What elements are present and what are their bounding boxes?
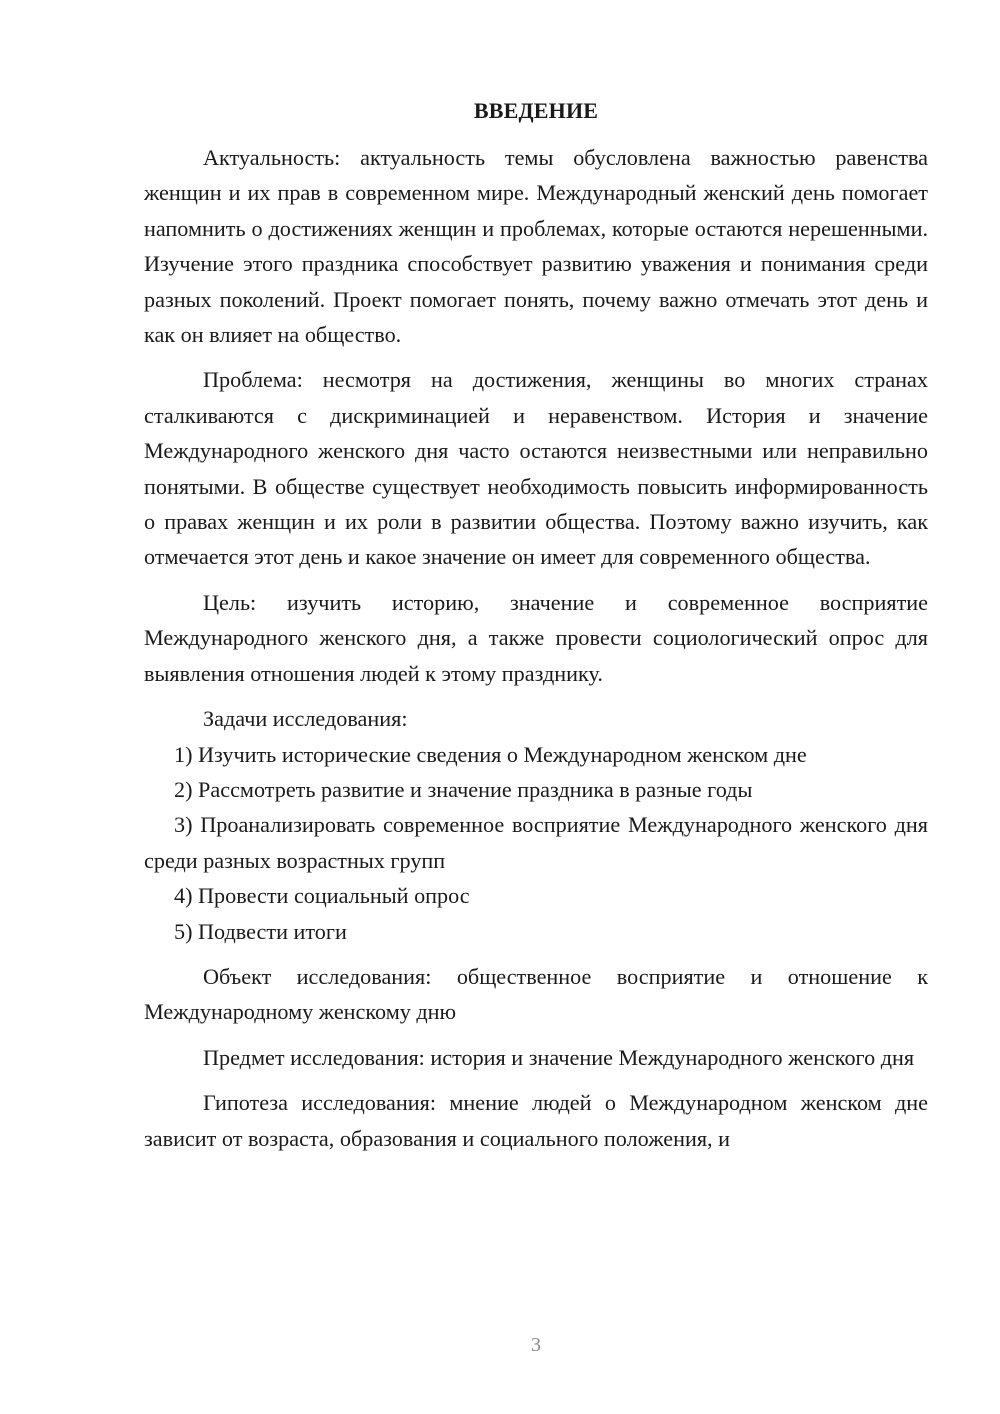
task-item-1: 1) Изучить исторические сведения о Международном женском дне — [174, 741, 807, 767]
problem-paragraph: Проблема: несмотря на достижения, женщины во многих странах сталкиваются с дискриминацией и неравенством. История и значение Международного женского дня часто остаются неизвестными или неправильно понятыми. В обществе существует необходимость повысить информированность о правах женщин и их роли в развитии общества. Поэтому важно изучить, как отмечается этот день и какое значение он имеет для современного общества. — [144, 367, 928, 570]
relevance-paragraph: Актуальность: актуальность темы обусловлена важностью равенства женщин и их прав в современном мире. Международный женский день помогает напомнить о достижениях женщин и проблемах, которые остаются нерешенными. Изучение этого праздника способствует развитию уважения и понимания среди разных поколений. Проект помогает понять, почему важно отмечать этот день и как он влияет на общество. — [144, 145, 928, 348]
tasks-heading: Задачи исследования: — [203, 706, 408, 732]
goal-paragraph: Цель: изучить историю, значение и современное восприятие Международного женского дня, а также провести социологический опрос для выявления отношения людей к этому празднику. — [144, 589, 928, 686]
task-item-2: 2) Рассмотреть развитие и значение праздника в разные годы — [174, 776, 753, 802]
hypothesis-paragraph: Гипотеза исследования: мнение людей о Международном женском дне зависит от возраста, образования и социального положения, и — [144, 1090, 928, 1151]
task-item-3: 3) Проанализировать современное восприятие Международного женского дня среди разных возрастных групп — [144, 812, 928, 873]
page-number: 3 — [531, 1334, 541, 1356]
task-item-5: 5) Подвести итоги — [174, 918, 347, 944]
object-paragraph: Объект исследования: общественное восприятие и отношение к Международному женскому дню — [144, 963, 928, 1025]
section-heading: ВВЕДЕНИЕ — [473, 98, 599, 123]
document-body — [144, 140, 928, 1156]
task-item-4: 4) Провести социальный опрос — [174, 883, 470, 909]
subject-paragraph: Предмет исследования: история и значение Международного женского дня — [203, 1044, 915, 1070]
